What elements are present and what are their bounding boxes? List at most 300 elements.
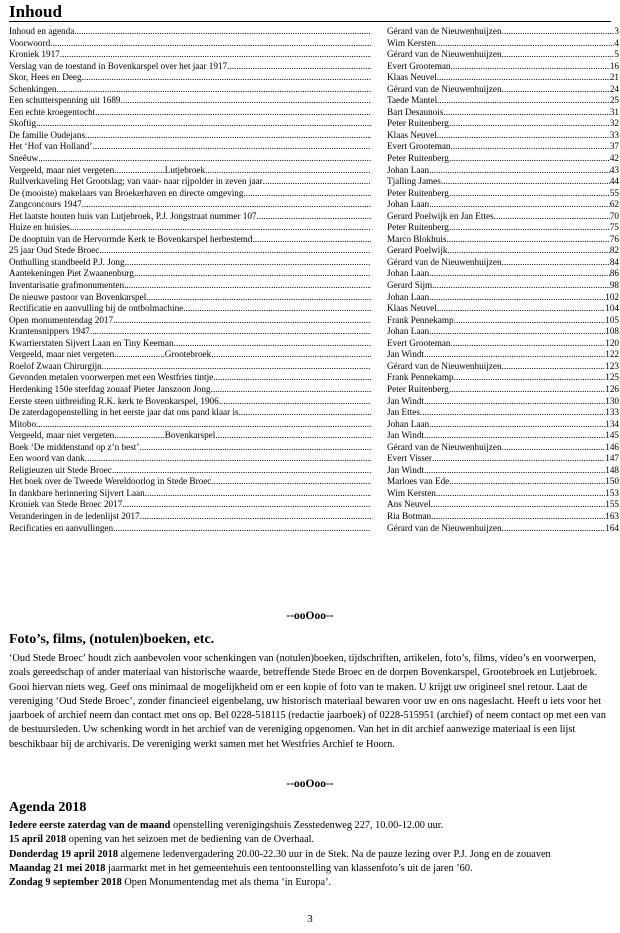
toc-page: 21: [609, 72, 619, 83]
toc-leader: [70, 222, 371, 234]
toc-author-cell: [387, 465, 619, 477]
toc-leader: [502, 26, 615, 38]
toc-leader: [82, 72, 371, 84]
toc-row: [9, 510, 619, 523]
toc-row: [9, 141, 619, 153]
toc-leader: [451, 338, 606, 350]
toc-title: In dankbare herinnering Sijvert Laan: [9, 487, 145, 498]
toc-page: 98: [609, 280, 619, 291]
toc-leader: [502, 257, 610, 269]
toc-leader: [449, 188, 610, 200]
toc-author-cell: [387, 26, 619, 38]
toc-row: [9, 256, 619, 269]
toc-row: [9, 153, 619, 165]
toc-author-cell: [387, 280, 619, 292]
toc-row: [9, 372, 619, 384]
toc-leader: [502, 523, 606, 535]
toc-row: [9, 360, 619, 373]
toc-page: 84: [609, 256, 619, 267]
toc-author: Johan Laan: [387, 418, 430, 429]
toc-title: Een woord van dank: [9, 453, 85, 464]
toc-author: Evert Grooteman: [387, 141, 451, 152]
toc-leader: [429, 199, 610, 211]
toc-title: Rectificatie en aanvulling bij de ontbolmachine: [9, 303, 184, 314]
toc-author-cell: [387, 211, 619, 223]
toc-author-cell: [387, 303, 619, 315]
toc-title: Een echte kroegentocht: [9, 106, 96, 117]
toc-title-cell: [9, 361, 371, 373]
toc-author-cell: [387, 372, 619, 384]
toc-title: Inhoud en agenda: [9, 26, 75, 36]
toc-leader: [211, 349, 371, 361]
toc-leader: [494, 211, 610, 223]
agenda-item: [9, 862, 614, 876]
toc-author-cell: [387, 315, 619, 327]
toc-title: Eerste steen uitbreiding R.K. kerk te Bovenkarspel, 1906: [9, 395, 219, 406]
toc-row: [9, 118, 619, 130]
toc-leader: [134, 268, 371, 280]
toc-row: [9, 129, 619, 142]
toc-author-cell: [387, 72, 619, 84]
toc-author-cell: [387, 257, 619, 269]
toc-author: Wim Kersten: [387, 487, 436, 498]
toc-leader: [112, 465, 371, 477]
toc-page: 130: [605, 395, 619, 406]
toc-author: Gérard van de Nieuwenhuijzen: [387, 256, 502, 267]
toc-leader: [38, 153, 371, 165]
toc-page: 86: [609, 268, 619, 279]
toc-leader: [502, 442, 606, 454]
toc-page: 145: [605, 430, 619, 441]
toc-title: Skoftig: [9, 118, 37, 129]
toc-leader: [424, 430, 605, 442]
toc-author: Gerard Poelwijk en Jan Ettes: [387, 210, 494, 221]
separator-2: --ooOoo--: [286, 778, 334, 790]
toc-leader: [436, 488, 605, 500]
toc-row: [9, 106, 619, 119]
toc-leader: [451, 61, 610, 73]
title-rule: [9, 21, 611, 22]
toc-leader: [429, 326, 605, 338]
toc-author-cell: [387, 49, 619, 61]
toc-title-cell: [9, 419, 371, 431]
toc-leader: [85, 130, 371, 142]
toc-page: 43: [609, 164, 619, 175]
toc-row: [9, 95, 619, 107]
toc-title-cell: [9, 453, 371, 465]
toc-leader: [124, 280, 371, 292]
photos-heading: Foto’s, films, (notulen)boeken, etc.: [9, 632, 215, 647]
toc-page: 33: [609, 129, 619, 140]
table-of-contents: [9, 26, 619, 534]
toc-title-cell: [9, 499, 371, 511]
toc-title: Roelof Zwaan Chirurgijn: [9, 360, 102, 371]
toc-author: Ria Botman: [387, 510, 432, 521]
toc-title: Skor, Hees en Deeg: [9, 72, 82, 83]
toc-leader: [446, 234, 609, 246]
toc-title: De dooptuin van de Hervormde Kerk te Bovenkarspel herbestemd: [9, 233, 253, 244]
toc-author: Peter Ruitenberg: [387, 153, 449, 164]
toc-leader: [36, 118, 371, 130]
toc-author-cell: [387, 511, 619, 523]
toc-leader: [443, 107, 609, 119]
toc-author-cell: [387, 407, 619, 419]
toc-leader: [56, 84, 371, 96]
toc-author-cell: [387, 499, 619, 511]
toc-author: Evert Visser: [387, 453, 432, 464]
toc-author-cell: [387, 84, 619, 96]
toc-page: 164: [605, 522, 619, 533]
toc-leader: [90, 326, 371, 338]
toc-row: [9, 268, 619, 280]
toc-leader: [449, 153, 610, 165]
toc-author-cell: [387, 165, 619, 177]
toc-leader: [447, 245, 609, 257]
toc-leader: [502, 361, 606, 373]
toc-author-cell: [387, 338, 619, 350]
toc-row: [9, 245, 619, 257]
toc-author-cell: [387, 118, 619, 130]
toc-title: Inventarisatie grafmonumenten: [9, 280, 125, 291]
toc-row: [9, 26, 619, 38]
toc-author-cell: [387, 349, 619, 361]
toc-title-cell: [9, 222, 371, 234]
toc-title-cell: [9, 211, 371, 223]
toc-row: [9, 326, 619, 338]
toc-title-cell: [9, 61, 371, 73]
toc-leader: [85, 453, 371, 465]
toc-author: Evert Grooteman: [387, 337, 451, 348]
toc-author-cell: [387, 419, 619, 431]
page-title: Inhoud: [9, 2, 62, 21]
toc-page: 122: [605, 349, 619, 360]
toc-row: [9, 349, 619, 361]
toc-row: [9, 49, 619, 61]
page-number: 3: [307, 913, 313, 925]
toc-author: Jan Windt: [387, 430, 424, 441]
toc-leader: [50, 38, 371, 50]
toc-title: Ruilverkaveling Het Grootslag; van vaar- naar rijpolder in zeven jaar: [9, 176, 263, 187]
toc-author: Gérard van de Nieuwenhuijzen: [387, 522, 502, 533]
toc-leader: [205, 165, 371, 177]
toc-leader: [420, 407, 605, 419]
toc-row: [9, 430, 619, 442]
agenda-text: algemene ledenvergadering 20.00-22.30 uur in de Stek. Na de pauze lezing over P.J. Jong en de zouaven: [117, 848, 551, 860]
toc-author: Johan Laan: [387, 164, 430, 175]
toc-author-cell: [387, 199, 619, 211]
toc-title: Recificaties en aanvullingen: [9, 522, 114, 533]
toc-leader: [82, 199, 371, 211]
toc-leader: [211, 384, 371, 396]
toc-title-cell: [9, 315, 371, 327]
toc-title-cell: [9, 72, 371, 84]
toc-title-cell: [9, 118, 371, 130]
toc-title-cell: [9, 396, 371, 408]
toc-title-cell: [9, 107, 371, 119]
toc-leader: [502, 49, 615, 61]
toc-author: Klaas Neuvel: [387, 129, 437, 140]
toc-row: [9, 441, 619, 454]
toc-page: 123: [605, 360, 619, 371]
toc-title-cell: [9, 523, 371, 535]
toc-author: Peter Ruitenberg: [387, 383, 449, 394]
toc-leader: [432, 280, 610, 292]
toc-title: Kroniek 1917: [9, 49, 60, 60]
toc-title-cell: [9, 176, 371, 188]
toc-row: [9, 476, 619, 488]
toc-author: Gérard van de Nieuwenhuijzen: [387, 83, 502, 94]
toc-page: 163: [605, 510, 619, 521]
toc-author-cell: [387, 130, 619, 142]
toc-title: Een schutterspenning uit 1689: [9, 95, 121, 106]
toc-title-cell: [9, 465, 371, 477]
toc-row: [9, 418, 619, 431]
toc-leader: [502, 84, 610, 96]
toc-page: 153: [605, 487, 619, 498]
toc-title-cell: [9, 141, 371, 153]
toc-leader: [122, 499, 371, 511]
toc-page: 24: [609, 83, 619, 94]
toc-title: Kwartierstaten Sijvert Laan en Tiny Keeman: [9, 337, 174, 348]
toc-author: Johan Laan: [387, 291, 430, 302]
agenda-date: Donderdag 19 april 2018: [9, 848, 118, 860]
toc-leader: [454, 372, 606, 384]
toc-author-cell: [387, 430, 619, 442]
toc-row: [9, 453, 619, 465]
toc-title: Aantekeningen Piet Zwaanenburg: [9, 268, 134, 279]
toc-page: 37: [609, 141, 619, 152]
toc-title: Vergeeld, maar niet vergeten......................Lutjebroek: [9, 164, 206, 175]
toc-page: 44: [609, 176, 619, 187]
toc-author: Gérard van de Nieuwenhuijzen: [387, 441, 502, 452]
toc-author-cell: [387, 384, 619, 396]
toc-page: 5: [614, 49, 619, 60]
toc-title: Gevonden metalen voorwerpen met een Westfries tintje: [9, 372, 214, 383]
toc-leader: [437, 72, 610, 84]
toc-leader: [121, 95, 371, 107]
toc-page: 25: [609, 95, 619, 106]
toc-author-cell: [387, 326, 619, 338]
toc-title: Het ‘Hof van Holland’: [9, 141, 93, 152]
toc-leader: [424, 396, 605, 408]
toc-author-cell: [387, 361, 619, 373]
toc-title: Religieuzen uit Stede Broec: [9, 464, 112, 475]
toc-page: 155: [605, 499, 619, 510]
toc-row: [9, 487, 619, 500]
toc-page: 148: [605, 464, 619, 475]
toc-title: Vergeeld, maar niet vergeten......................Bovenkarspel: [9, 430, 216, 441]
agenda-text: openstelling verenigingshuis Zesstedenweg 227, 10.00-12.00 uur.: [170, 820, 444, 831]
agenda-date: Maandag 21 mei 2018: [9, 862, 106, 874]
toc-title-cell: [9, 257, 371, 269]
toc-leader: [429, 419, 605, 431]
agenda-date: Zondag 9 september 2018: [9, 877, 122, 889]
toc-leader: [239, 407, 371, 419]
toc-row: [9, 164, 619, 177]
toc-title: De nieuwe pastoor van Bovenkarspel: [9, 291, 147, 302]
toc-page: 125: [605, 372, 619, 383]
toc-leader: [424, 465, 605, 477]
toc-author-cell: [387, 488, 619, 500]
toc-author: Frank Pennekamp: [387, 314, 454, 325]
toc-title-cell: [9, 384, 371, 396]
toc-page: 105: [605, 314, 619, 325]
toc-page: 150: [605, 476, 619, 487]
toc-row: [9, 395, 619, 408]
toc-author: Evert Grooteman: [387, 60, 451, 71]
toc-author-cell: [387, 268, 619, 280]
toc-row: [9, 222, 619, 234]
toc-title: Boek ‘De middenstand op z’n best’: [9, 441, 140, 452]
toc-title-cell: [9, 245, 371, 257]
toc-row: [9, 337, 619, 350]
toc-leader: [437, 95, 610, 107]
toc-leader: [92, 141, 371, 153]
toc-author-cell: [387, 234, 619, 246]
photos-paragraph: ‘Oud Stede Broec’ houdt zich aanbevolen voor schenkingen van (notulen)boeken, tijdschriften, artikelen, foto’s, films, video’s en voorwerpen, zoals gereedschap of ander materiaal van historische waarde, betreffende Stede Broec en de dorpen Bovenkarspel, Grootebroek en Lutjebroek. Gooi hiervan niets weg. Geef ons minimaal de mogelijkheid om er een kopie of foto van te maken. U krijgt uw origineel snel retour. Laat de vereniging ‘Oud Stede Broec’, zonder financieel eigenbelang, uw historisch materiaal bewaren voor uw en ons nageslacht. Heeft u iets voor het jaarboek of archief neem dan contact met ons op. Bel 0228-518115 (redactie jaarboek) of 0228-515951 (archief) of neem contact op met een van de bestuursleden. Uw schenking wordt in het archief van de vereniging opgenomen. Van het in dit archief aanwezige materiaal is een lijst beschikbaar bij de archivaris. De vereniging werkt samen met het Westfries Archief te Hoorn.: [9, 653, 606, 750]
toc-author: Marco Blokhuis: [387, 233, 447, 244]
toc-row: [9, 407, 619, 419]
toc-page: 104: [605, 303, 619, 314]
toc-author-cell: [387, 107, 619, 119]
toc-leader: [36, 419, 371, 431]
toc-page: 16: [609, 60, 619, 71]
toc-author: Gérard van de Nieuwenhuijzen: [387, 26, 502, 36]
toc-title: De (mooiste) makelaars van Broekerhaven en directe omgeving: [9, 187, 244, 198]
toc-leader: [60, 49, 371, 61]
toc-page: 31: [609, 106, 619, 117]
toc-row: [9, 522, 619, 535]
toc-row: [9, 176, 619, 188]
toc-author: Wim Kersten: [387, 37, 436, 48]
agenda-item: [9, 848, 614, 862]
toc-leader: [183, 303, 371, 315]
toc-page: 120: [605, 337, 619, 348]
toc-author: Gérard van de Nieuwenhuijzen: [387, 360, 502, 371]
toc-author-cell: [387, 523, 619, 535]
toc-row: [9, 303, 619, 315]
toc-leader: [449, 384, 605, 396]
toc-leader: [449, 222, 610, 234]
toc-title-cell: [9, 49, 371, 61]
toc-leader: [431, 499, 606, 511]
toc-title-cell: [9, 280, 371, 292]
toc-title-cell: [9, 130, 371, 142]
toc-author: Tjalling James: [387, 176, 441, 187]
toc-leader: [213, 372, 371, 384]
toc-leader: [449, 476, 605, 488]
toc-title-cell: [9, 84, 371, 96]
agenda-text: opening van het seizoen met de bediening van de Overhaal.: [66, 834, 315, 846]
toc-author: Jan Windt: [387, 464, 424, 475]
separator-1: --ooOoo--: [286, 610, 334, 622]
toc-title-cell: [9, 234, 371, 246]
toc-title: Voorwoord: [9, 37, 51, 48]
toc-page: 82: [609, 245, 619, 256]
toc-page: 55: [609, 187, 619, 198]
toc-author: Johan Laan: [387, 268, 430, 279]
toc-title: Sneêuw: [9, 153, 39, 164]
toc-title-cell: [9, 372, 371, 384]
toc-row: [9, 210, 619, 223]
toc-page: 42: [609, 153, 619, 164]
toc-author: Bart Desaunois: [387, 106, 444, 117]
toc-leader: [449, 118, 610, 130]
toc-row: [9, 280, 619, 292]
toc-row: [9, 83, 619, 96]
toc-leader: [146, 292, 371, 304]
toc-leader: [139, 442, 371, 454]
toc-row: [9, 37, 619, 50]
toc-title: Huize en huisies: [9, 222, 70, 233]
toc-page: 3: [614, 26, 619, 36]
agenda-date: 15 april 2018: [9, 834, 67, 846]
toc-author: Jan Windt: [387, 349, 424, 360]
toc-row: [9, 383, 619, 396]
toc-title: De zaterdagopenstelling in het eerste jaar dat ons pand klaar is: [9, 407, 239, 418]
toc-leader: [451, 141, 610, 153]
toc-author-cell: [387, 396, 619, 408]
toc-leader: [140, 511, 371, 523]
toc-title-cell: [9, 488, 371, 500]
toc-title-cell: [9, 442, 371, 454]
toc-title: Onthulling standbeeld P.J. Jong: [9, 256, 125, 267]
toc-row: [9, 233, 619, 246]
toc-page: 102: [605, 291, 619, 302]
toc-title: 25 jaar Oud Stede Broec: [9, 245, 100, 256]
toc-author-cell: [387, 38, 619, 50]
toc-author-cell: [387, 188, 619, 200]
toc-title-cell: [9, 407, 371, 419]
toc-author-cell: [387, 453, 619, 465]
toc-leader: [99, 245, 371, 257]
toc-title: Kroniek van Stede Broec 2017: [9, 499, 123, 510]
toc-page: 147: [605, 453, 619, 464]
toc-page: 146: [605, 441, 619, 452]
toc-author-cell: [387, 442, 619, 454]
toc-leader: [219, 396, 371, 408]
toc-leader: [263, 176, 371, 188]
toc-title: Het laatste houten huis van Lutjebroek, P.J. Jongstraat nummer 107: [9, 210, 257, 221]
toc-leader: [215, 430, 371, 442]
toc-title-cell: [9, 165, 371, 177]
toc-leader: [211, 476, 371, 488]
toc-author-cell: [387, 292, 619, 304]
agenda-heading: Agenda 2018: [9, 800, 87, 815]
toc-leader: [429, 268, 610, 280]
toc-author: Ans Neuvel: [387, 499, 431, 510]
agenda-text: Open Monumentendag met als thema ‘in Europa’.: [121, 877, 332, 889]
toc-page: 75: [609, 222, 619, 233]
toc-title: Verslag van de toestand in Bovenkarspel over het jaar 1917: [9, 60, 228, 71]
toc-author: Taede Mantel: [387, 95, 438, 106]
toc-leader: [113, 315, 371, 327]
toc-author-cell: [387, 222, 619, 234]
toc-page: 126: [605, 383, 619, 394]
toc-leader: [431, 511, 605, 523]
toc-leader: [174, 338, 371, 350]
toc-leader: [125, 257, 371, 269]
toc-leader: [145, 488, 371, 500]
toc-row: [9, 187, 619, 200]
toc-author: Klaas Neuvel: [387, 303, 437, 314]
toc-title-cell: [9, 430, 371, 442]
toc-leader: [227, 61, 371, 73]
toc-title: Veranderingen in de ledenlijst 2017: [9, 510, 140, 521]
toc-author-cell: [387, 61, 619, 73]
toc-title: Zangconcours 1947: [9, 199, 82, 210]
toc-leader: [429, 292, 605, 304]
